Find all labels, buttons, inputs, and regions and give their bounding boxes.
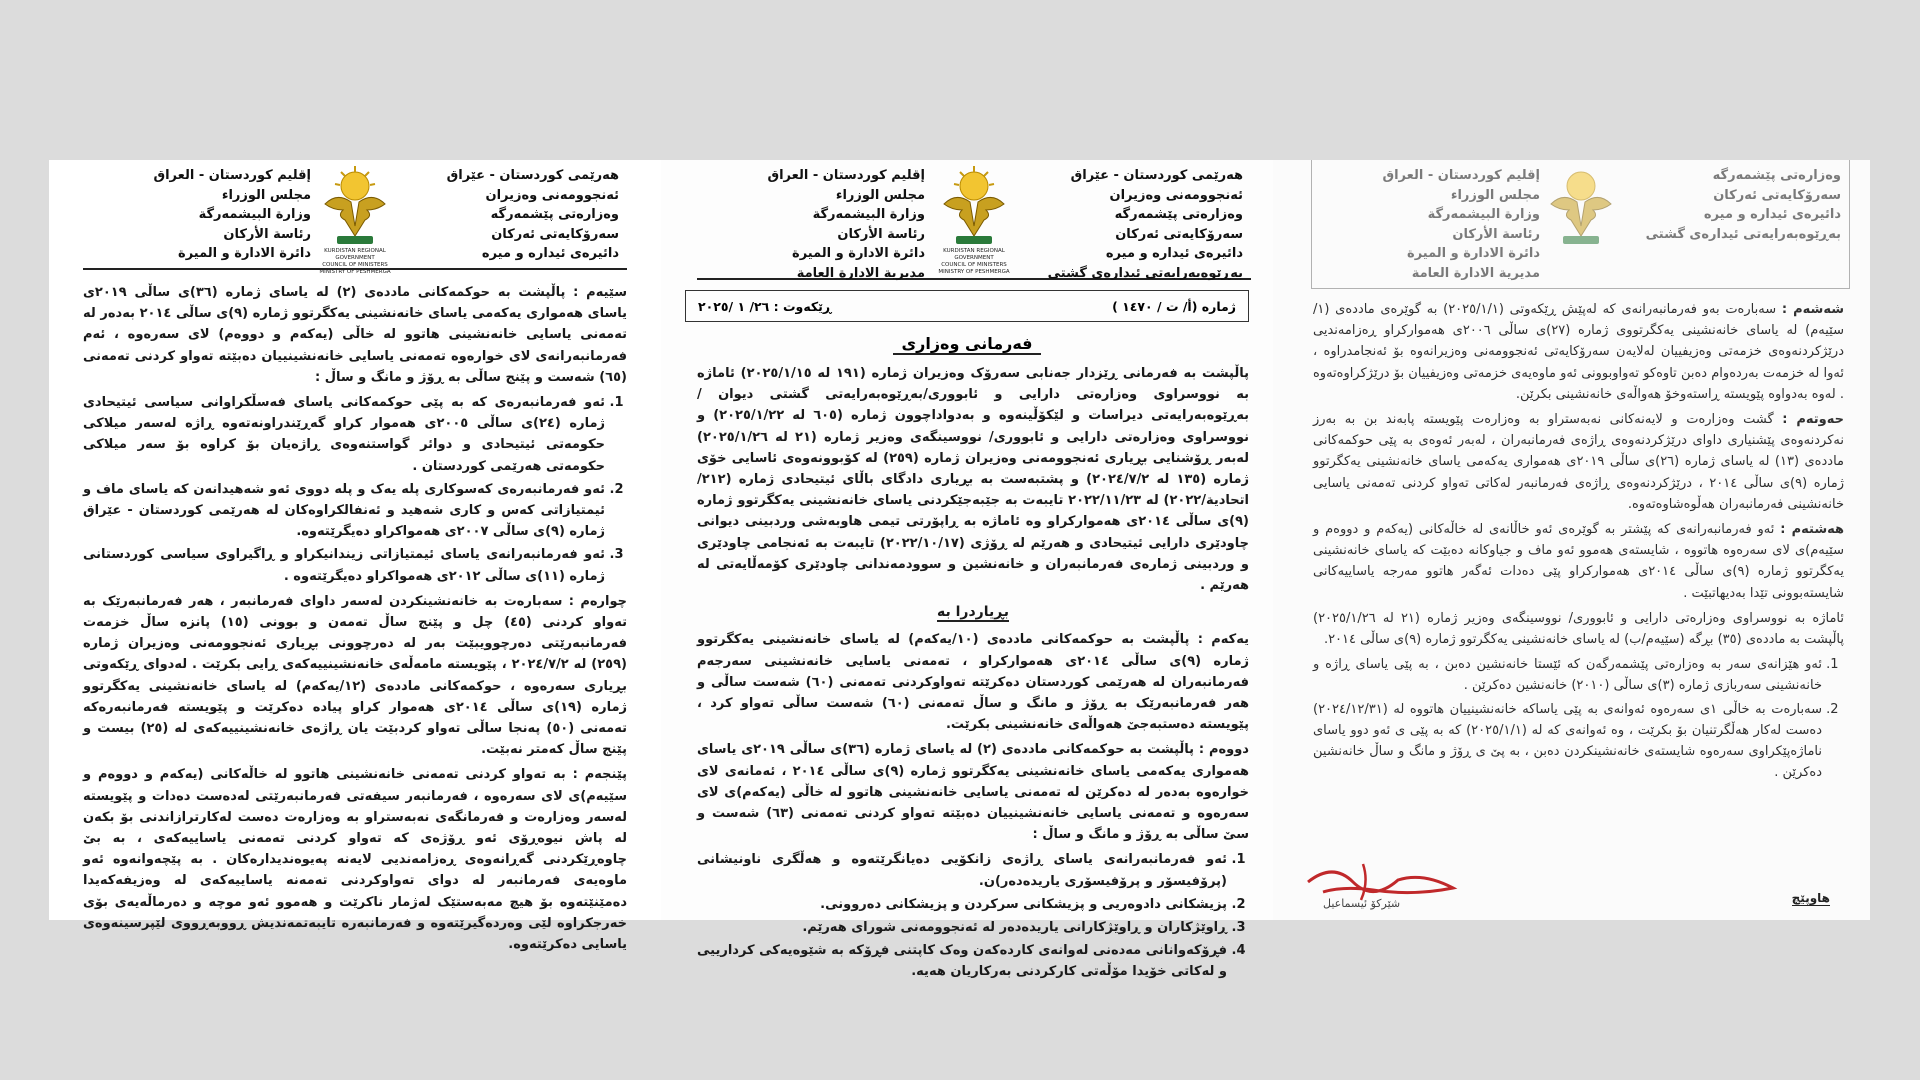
document-page-main — [661, 160, 1273, 980]
paragraph-sixth: شەشەم : سەبارەت بەو فەرمانبەرانەی کە لەپێش ڕێکەوتی (٢٠٢٥/١/١) بە گوێرەی ماددەی (١/سێیەم) لە یاسای خانەنشینی یەکگرتووی ژمارە (٢٧)ی ساڵی ٢٠٠٦ی هەموارکراو ڕەزامەندیی درێژکردنەوەی خزمەتی وەزیفییان لەلایەن سەرۆکایەتی ئەنجوومەنی وەزیرانەوە بۆ ئەنجامدراوە ، ئەوا لە خزمەت بەردەوام دەبن تاوەکو تەواوبوونی ئەو ماوەیەی خزمەتی وەزیفییان بۆ درێژکراوەتەوە . لەوە بەدواوە پێویستە ڕاستەوخۆ هەواڵەی خانەنشینی بکرێن. — [1313, 302, 1845, 402]
document-page-continued-right — [49, 160, 661, 953]
letterhead — [697, 160, 1251, 280]
letterhead-kurdish: وەزارەتی پێشمەرگە سەرۆکایەتی ئەرکان دائیرەی ئیدارە و میرە بەڕێوەبەرایەتی ئیدارەی گشتی — [1645, 168, 1841, 242]
third-list — [83, 392, 627, 587]
paragraph-intro: پاڵپشت بە فەرمانی ڕێزدار جەنابی سەرۆک وەزیران ژمارە (١٩١ لە ٢٠٢٥/١/١٥) ئاماژە بە نووسراوی وەزارەتی دارایی و ئابووری/بەڕێوەبەرایەتی گشتی دیوان / بەڕێوەبەرایەتی دیراسات و لێکۆڵینەوە و بەدواداچوون ژمارە (٦٠٥ لە ٢٠٢٥/١/٢٢) و نووسراوی وەزارەتی دارایی و ئابووری/ نووسینگەی وەزیر ژمارە (٢١ لە ٢٠٢٥/١/٢٦) لەبەر ڕۆشنایی بڕیاری ئەنجوومەنی وەزیران ژمارە (٢٥٩) لە کۆبوونەوەی ئاسایی خۆی ژمارە (١٣٥ لە ٢٠٢٤/٧/٢) و پشتبەست بە بڕیاری دادگای باڵای ئیتیحادی ژمارە (٢١٢/اتحادية/٢٠٢٢) لە ٢٠٢٢/١١/٢٣ تایبەت بە جێبەجێکردنی یاسای خانەنشینی یەکگرتوو ژمارە (٩)ی ساڵی ٢٠١٤ی هەموارکراو وە ئاماژە بە ڕاپۆرتی تیمی هاوبەشی وردبینی دیوانی چاودێری دارایی ئیتیحادی و هەرێم لە ڕۆژی (٢٠٢٢/١٠/١٧) تایبەت بە ئەنجامی چاودێری و وردبینی ژمارەی فەرمانبەران و خانەنشین و سوودمەندانی چاودێری کۆمەڵایەتی لە هەرێم . — [697, 366, 1249, 594]
paragraph-first: یەکەم : پاڵپشت بە حوکمەکانی ماددەی (١٠/یەکەم) لە یاسای خانەنشینی یەکگرتوو ژمارە (٩)ی ساڵی ٢٠١٤ی هەموارکراو ، تەمەنی یاسایی خانەنشینی سەرجەم فەرمانبەران لە هەرێمی کوردستان دەکرێتە تەواوکردنی تەمەنی (٦٠) شەست ساڵی و هەر فەرمانبەرێک بە ڕۆژ و مانگ و ساڵ تەمەنی (٦٠) شەست ساڵی تەواو کرد ، پێویستە دەستبەجێ هەواڵەی خانەنشینی بکرێت. — [697, 632, 1250, 733]
letterhead — [83, 160, 627, 275]
list-item: 3. ئەو فەرمانبەرانەی یاسای ئیمتیازاتی زیندانیکراو و ڕاگیراوی سیاسی کوردستانی ژمارە (١١)ی ساڵی ٢٠١٢ی هەمواکراو دەیگرێتەوە . — [83, 544, 605, 586]
document-body — [697, 363, 1249, 983]
reference-bar — [685, 290, 1249, 322]
list-item: 4. فڕۆکەوانانی مەدەنی لەوانەی کاردەکەن وەک کاپتنی فڕۆکە بە شێوەیەکی کردارییی و لەکاتی خۆیدا مۆڵەتی کارکردنی بەرکاریان هەیە. — [697, 940, 1227, 982]
document-page-continued-left — [1273, 160, 1870, 920]
letterhead-arabic: إقليم كوردستان - العراق مجلس الوزراء وزارة البيشمەرگة رئاسة الأركان دائرة الادارة و الميرة — [153, 168, 311, 261]
document-body — [83, 282, 627, 955]
closing-list — [1313, 654, 1844, 783]
kurdistan-emblem-icon: KURDISTAN REGIONAL GOVERNMENT COUNCIL OF MINISTERS MINISTRY OF PESHMERGA — [926, 164, 1022, 260]
letterhead — [1311, 160, 1850, 289]
letterhead-kurdish: هەرێمی کوردستان - عێراق ئەنجوومەنی وەزیران وەزارەتی پێشمەرگە سەرۆکایەتی ئەرکان دائیرەی ئیدارە و میرە بەڕێوەبەرایەتی ئیدارەی گشتی — [1047, 168, 1243, 281]
paragraph-eighth: هەشتەم : ئەو فەرمانبەرانەی کە پێشتر بە گوێرەی ئەو خاڵانەی لە خاڵەکانی (یەکەم و دووەم و سێیەم)ی لای سەرەوە هاتووە ، شایستەی هەموو ئەو ماف و جیاوکانە دەبێت کە یاسای خانەنشینی یەکگرتوو ژمارە (٩)ی ساڵی ٢٠١٤ی هەموارکراو پێی دەدات ئەگەر هاتوو مەرجە یاساییەکانی شایستەبوونی تێدا بەدیهاتبێت . — [1313, 522, 1845, 601]
reference-date: ڕێکەوت : ٢٦/ ١ /٢٠٢٥ — [698, 298, 832, 314]
kurdistan-emblem-icon — [1533, 164, 1629, 260]
list-item: 1. ئەو فەرمانبەرانەی یاسای ڕاژەی زانکۆیی دەیانگرێتەوە و هەڵگری ناونیشانی (پرۆفیسۆر و پرۆفیسۆری یاریدەدەر)ن. — [697, 849, 1227, 891]
paragraph-seventh: حەوتەم : گشت وەزارەت و لایەنەکانی نەبەستراو بە وەزارەت پێویستە پابەند بن بە بەرز نەکردنەوەی پێشنیاری داوای درێژکردنەوەی ڕاژەی فەرمانبەران ، لەبەر ئەوەی بە پێی حوکمەکانی ماددەی (١٣) لە یاسای ژمارە (٢٦)ی ساڵی ٢٠١٩ی هەمواری یەکەمی یاسای خانەنشینی یەکگرتوو ژمارە (٩)ی ساڵی ٢٠١٤ ، درێژکردنەوەی ڕاژەی فەرمانبەر لەکاتی تەواو کردنی تەمەنی یاسایی خانەنشینی فەرمانبەران هەڵوەشاوەتەوە. — [1313, 412, 1844, 512]
letterhead-arabic: إقليم كوردستان - العراق مجلس الوزراء وزارة البيشمەرگة رئاسة الأركان دائرة الادارة و الميرة مديرية الادارة العامة — [1382, 168, 1540, 281]
paragraph-second: دووەم : پاڵپشت بە حوکمەکانی ماددەی (٢) لە یاسای ژمارە (٣٦)ی ساڵی ٢٠١٩ی یاسای هەمواری یەکەمی یاسای خانەنشینی یەکگرتوو ژمارە (٩)ی ساڵی ٢٠١٤ ، ئەمانەی لای خوارەوە بەدەر لە دەکرێن لە تەمەنی یاسایی خانەنشینی هاتوو لە خاڵی (یەکەم)ی لای سەرەوە و تەمەنی یاسایی خانەنشینییان دەبێتە تەواو کردنی تەمەنی (٦٣) شەست و سێ ساڵی بە ڕۆژ و مانگ و ساڵ : — [697, 742, 1250, 843]
second-list — [697, 849, 1249, 982]
decision-heading: بڕیاردرا بە — [936, 604, 1010, 621]
kurdistan-emblem-icon: KURDISTAN REGIONAL GOVERNMENT COUNCIL OF MINISTERS MINISTRY OF PESHMERGA — [307, 164, 403, 260]
attachment-label: هاوپێچ — [1791, 891, 1830, 905]
letterhead-arabic: إقليم كوردستان - العراق مجلس الوزراء وزارة البيشمەرگة رئاسة الأركان دائرة الادارة و الميرة مديرية الادارة العامة — [767, 168, 925, 281]
reference-number: ژمارە (أ/ ت / ١٤٧٠ ) — [1112, 298, 1236, 314]
list-item: 2. ئەو فەرمانبەرەی کەسوکاری پلە یەک و پلە دووی ئەو شەهیدانەن کە یاسای ماف و ئیمتیازاتی کەس و کاری شەهید و ئەنفالکراوەکان لە هەرێمی کوردستان - عێراق ژمارە (٩)ی ساڵی ٢٠٠٧ی هەمواکراو دەیگرێتەوە. — [83, 479, 605, 543]
page-title: فەرمانی وەزاری — [661, 334, 1273, 353]
list-item: 1. ئەو فەرمانبەرەی کە بە پێی حوکمەکانی یاسای فەسڵکراوانی سیاسی ئیتیحادی ژمارە (٢٤)ی ساڵی ٢٠٠٥ی هەموار کراو گەڕێندراونەتەوە ڕاژە لەسەر میلاکی حکومەتی ئیتیحادی و دوائر گواستنەوەی ڕاژەیان بۆ کراوە بۆ سەر میلاکی حکومەتی هەرێمی کوردستان . — [83, 392, 605, 477]
paragraph-closing: ئاماژە بە نووسراوی وەزارەتی دارایی و ئابووری/ نووسینگەی وەزیر ژمارە (٢١ لە ٢٠٢٥/١/٢٦) پاڵپشت بە ماددەی (٣٥) بڕگە (سێیەم/ب) لە یاسای خانەنشینی یەکگرتوو ژمارە (٩)ی ساڵی ٢٠١٤. — [1313, 610, 1844, 648]
list-item: 3. ڕاوێژکاران و ڕاوێژکارانی یاریدەدەر لە ئەنجوومەنی شورای هەرێم. — [697, 917, 1227, 938]
list-item: 2. سەبارەت بە خاڵی ١ی سەرەوە ئەوانەی بە پێی یاساکە خانەنشینییان هاتووە لە (٢٠٢٤/١٢/٣١) دەست لەکار هەڵگرتنیان بۆ بکرێت ، وە ئەوانەی کە لە (٢٠٢٥/١/١) کە بە پێی ی ئەو دوو یاسای ناماژەپێکراوی سەرەوە شایستەی خانەنشینکردن دەبن ، بە پێ ی ڕۆژ و مانگ و ساڵ خانەنشین دەکرێن . — [1313, 699, 1822, 784]
list-item: 2. پزیشکانی دادوەریی و پزیشکانی سرکردن و پزیشکانی دەروونی. — [697, 894, 1227, 915]
paragraph-fifth: پێنجەم : بە تەواو کردنی تەمەنی خانەنشینی هاتوو لە خاڵەکانی (یەکەم و دووەم و سێیەم)ی لای سەرەوە ، فەرمانبەر سیفەتی فەرمانبەرێتی لەدەست دەدات و پێویستە لەسەر وەزارەت و فەرمانگەی نەبەستراو بە وەزارەت دەست لەکارترازاندنی بۆ بکەن لە پاش نیوەڕۆی ئەو ڕۆژەی کە تەواو کردنی تەمەنی یاساییەکەی ، بە بێ چاوەڕێکردنی گەڕانەوەی ڕەزامەندیی لایەنە پەیوەندیدارەکان . بە پێچەوانەوە ئەو ماوەیەی فەرمانبەر لە دوای تەواوکردنی تەمەنە یاساییەکەی لە وەزیفەکەیدا دەمێنێتەوە بۆ هیچ مەبەستێک لەژمار ناکرێت و هەموو ئەو موچە و دەرماڵەیەی بۆی خەرجکراوە لێی وەردەگیرێتەوە و فەرمانبەرە تایبەتمەندیش ڕووبەڕووی لێپرسینەوەی یاسایی دەکرێتەوە. — [83, 767, 628, 953]
list-item: 1. ئەو هێزانەی سەر بە وەزارەتی پێشمەرگەن کە ئێستا خانەنشین دەبن ، بە پێی یاسای ڕاژە و خانەنشینی سەربازی ژمارە (٣)ی ساڵی (٢٠١٠) خانەنشین دەکرێن . — [1313, 654, 1822, 696]
signer-name: شێرکۆ ئیسماعیل — [1323, 897, 1401, 910]
paragraph-third: سێیەم : پاڵپشت بە حوکمەکانی ماددەی (٢) لە یاسای ژمارە (٣٦)ی ساڵی ٢٠١٩ی یاسای هەمواری یەکەمی یاسای خانەنشینی یەکگرتوو ژمارە (٩)ی ساڵی ٢٠١٤ بەدەر لە تەمەنی یاسایی خانەنشینی هاتوو لە خاڵی (یەکەم و دووەم) لای سەرەوە ، ئەم فەرمانبەرانەی لای خوارەوە تەمەنی یاسایی خانەنشینییان دەبێتە تەواو کردنی تەمەنی (٦٥) شەست و پێنج ساڵی بە ڕۆژ و مانگ و ساڵ : — [83, 285, 628, 385]
document-body — [1313, 299, 1844, 783]
letterhead-kurdish: هەرێمی کوردستان - عێراق ئەنجوومەنی وەزیران وەزارەتی پێشمەرگە سەرۆکایەتی ئەرکان دائیرەی ئیدارە و میرە — [446, 168, 619, 261]
paragraph-fourth: چوارەم : سەبارەت بە خانەنشینکردن لەسەر داوای فەرمانبەر ، هەر فەرمانبەرێک بە تەواو کردنی (٤٥) چل و پێنج ساڵ تەمەن و بوونی (١٥) پانزە ساڵ خزمەت فەرمانبەرێتی دەرچوویبێت بەر لە دەرچوونی بڕیاری ئەنجوومەنی وەزیران ژمارە (٢٥٩) لە ٢٠٢٤/٧/٢ ، پێویستە مامەڵەی خانەنشینییەکەی ڕایی بکرێت . لەدوای ڕێکەوتی بڕیاری سەرەوە ، حوکمەکانی ماددەی (١٢/یەکەم) لە یاسای خانەنشینی یەکگرتوو ژمارە (١٩)ی ساڵی ٢٠١٤ی هەموار کراو پیادە دەکرێت و پێویستە فەرمانبەرەکە تەمەنی (٥٠) پەنجا ساڵی تەواو کردبێت یان ڕاژەی خانەنشینییەکەی لە (٢٥) بیست و پێنج ساڵ کەمتر نەبێت. — [83, 593, 628, 758]
